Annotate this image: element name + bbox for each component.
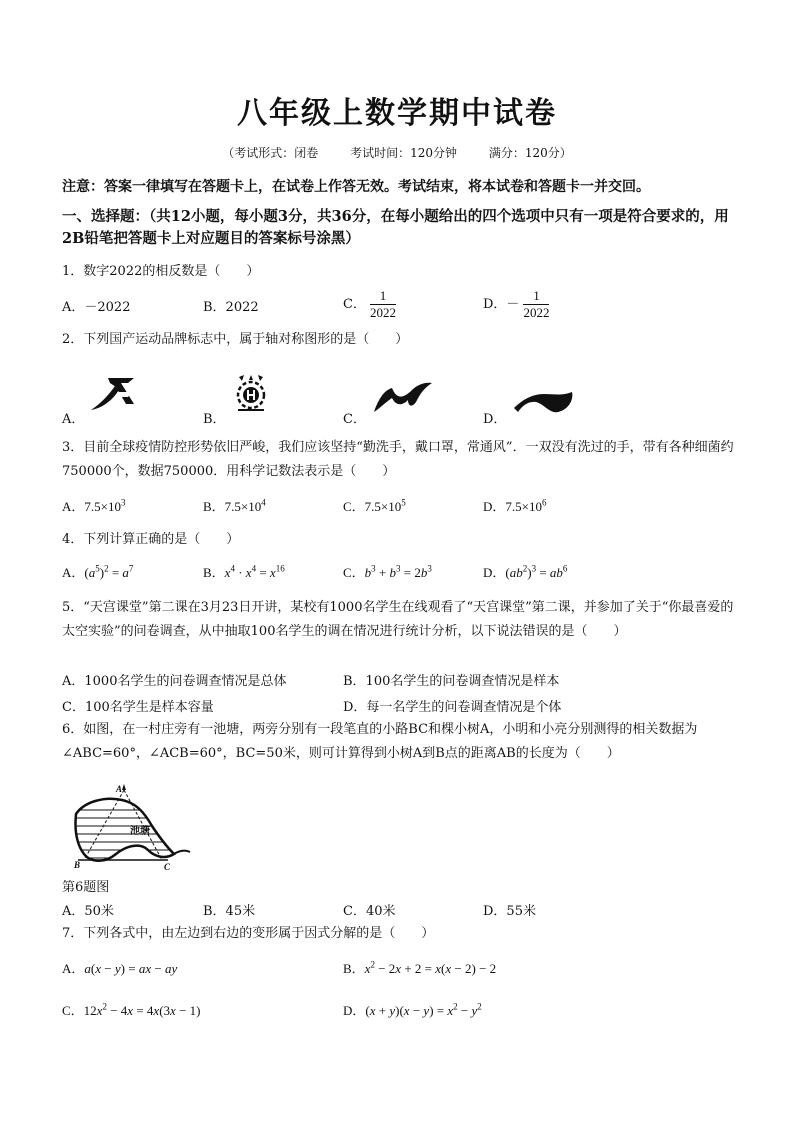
q1-option-d: [483, 288, 549, 321]
q6-option-c: C．40米: [343, 904, 396, 919]
q1-d-numerator: 1: [523, 288, 549, 305]
q3-a-exponent: 3: [120, 497, 126, 508]
q1-c-numerator: 1: [370, 288, 396, 305]
question-2-stem: 2．下列国产运动品牌标志中，属于轴对称图形的是（ ）: [62, 332, 409, 347]
q4-option-b: B．$x^4 \cdot x^4 = x^{16}$: [203, 563, 285, 580]
q3-option-d: [483, 496, 546, 515]
exam-info: [0, 144, 794, 161]
exam-form: （考试形式：闭卷: [222, 146, 319, 160]
point-c-label: C: [164, 862, 171, 872]
q3-option-a: [62, 496, 125, 515]
question-4-stem: 4．下列计算正确的是（ ）: [62, 532, 240, 547]
q5-option-b: B．100名学生的问卷调查情况是样本: [343, 674, 560, 689]
figure-caption: 第6题图: [62, 880, 110, 895]
question-1-stem: 1．数字2022的相反数是（ ）: [62, 264, 260, 279]
question-6-stem: 6．如图，在一村庄旁有一池塘，两旁分别有一段笔直的小路BC和棵小树A，小明和小亮分别测得的相关数据为∠ABC=60°，∠ACB=60°，BC=50米，则可计算得到小树A到B点的距离AB的长度为（ ）: [62, 722, 698, 761]
q7-option-b: B．$x^2 - 2x + 2 = x(x - 2) - 2$: [343, 959, 497, 976]
q7-option-a: A．a(x − y) = ax − ay: [62, 961, 178, 976]
question-3-stem: 3．目前全球疫情防控形势依旧严峻，我们应该坚持“勤洗手，戴口罩，常通风”．一双没有洗过的手，带有各种细菌约750000个，数据750000．用科学记数法表示是（ ）: [62, 440, 734, 479]
q1-option-b: B．2022: [203, 300, 259, 315]
pond-label: 池塘: [130, 826, 150, 837]
question-5-stem: 5．“天宫课堂”第二课在3月23日开讲，某校有1000名学生在线观看了“天宫课堂”第二课，并参加了关于“你最喜爱的太空实验”的问卷调查，从中抽取100名学生的调在情况进行统计分析，以下说法错误的是（ ）: [62, 600, 734, 639]
q3-c-exponent: 5: [401, 497, 406, 508]
q3-option-b: [203, 496, 266, 515]
q3-b-exponent: 4: [261, 497, 266, 508]
q6-option-a: A．50米: [62, 904, 114, 919]
q3-c-base: C．7.5×10: [343, 499, 402, 514]
logo-c-icon: [372, 380, 434, 414]
q1-option-d-fraction: [523, 288, 549, 321]
q4-option-a: A．$(a^5)^2 = a^7$: [62, 563, 134, 580]
point-b-label: B: [74, 860, 81, 870]
point-a-label: A: [116, 784, 123, 794]
q1-option-c: [343, 288, 396, 321]
q5-option-d: D．每一名学生的问卷调查情况是个体: [343, 700, 562, 715]
q5-option-c: C．100名学生是样本容量: [62, 700, 214, 715]
q5-option-a: A．1000名学生的问卷调查情况是总体: [62, 674, 287, 689]
q6-option-b: B．45米: [203, 904, 256, 919]
q2-option-a: A．: [62, 412, 85, 427]
q3-d-exponent: 6: [541, 497, 547, 508]
exam-score: 满分：120分）: [488, 146, 572, 160]
q7-option-d: D．$(x + y)(x - y) = x^2 - y^2$: [343, 1001, 482, 1018]
page-title: 八年级上数学期中试卷: [237, 96, 557, 131]
q1-option-c-label: C．: [343, 297, 366, 312]
q4-option-d: D．$(ab^2)^3 = ab^6$: [483, 563, 568, 580]
q1-c-denominator: 2022: [369, 305, 396, 320]
q3-b-base: B．7.5×10: [203, 499, 262, 514]
q6-option-d: D．55米: [483, 904, 536, 919]
q3-option-c: [343, 496, 406, 515]
question-7-stem: 7．下列各式中，由左边到右边的变形属于因式分解的是（ ）: [62, 926, 435, 941]
pond-figure: [64, 780, 194, 872]
q1-option-a: A．－2022: [62, 300, 131, 315]
section-heading: 一、选择题：（共12小题，每小题3分，共36分，在每小题给出的四个选项中只有一项是符合要求的，用2B铅笔把答题卡上对应题目的答案标号涂黑）: [62, 208, 729, 247]
q2-option-d: D．: [483, 412, 507, 427]
q2-option-b: B．: [203, 412, 226, 427]
q7-option-c: C．$12x^2 - 4x = 4x(3x - 1)$: [62, 1001, 201, 1018]
logo-d-icon: [512, 388, 576, 416]
logo-b-icon: [232, 374, 270, 414]
q3-a-base: A．7.5×10: [62, 499, 121, 514]
exam-time: 考试时间：120分钟: [350, 146, 457, 160]
q4-option-c: C．$b^3 + b^3 = 2b^3$: [343, 563, 432, 580]
q2-option-c: C．: [343, 412, 366, 427]
notice-text: 注意：答案一律填写在答题卡上，在试卷上作答无效。考试结束，将本试卷和答题卡一并交回。: [62, 179, 650, 195]
q1-d-denominator: 2022: [523, 305, 550, 320]
q1-option-d-label: D．－: [483, 297, 520, 312]
logo-a-icon: [88, 374, 138, 414]
q1-option-c-fraction: [370, 288, 396, 321]
q3-d-base: D．7.5×10: [483, 499, 542, 514]
